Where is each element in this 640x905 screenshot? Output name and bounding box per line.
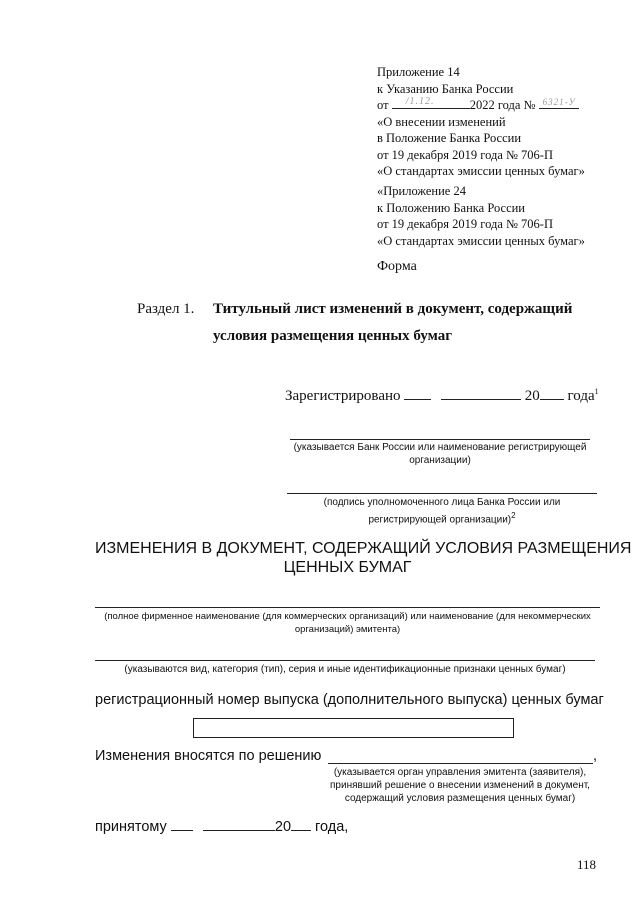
reg-number-field[interactable] [193, 718, 514, 738]
caption-line: принявший решение о внесении изменений в документ, [330, 780, 590, 791]
adopted-day-field [171, 819, 193, 831]
caption-line: организаций) эмитента) [294, 624, 401, 635]
section-number: Раздел 1. [137, 301, 195, 317]
changes-caption [320, 766, 600, 805]
caption-line: (указывается Банк России или наименование регистрирующей [293, 442, 587, 453]
appendix2-line: от 19 декабря 2019 года № 706-П [377, 217, 553, 231]
signature-line [287, 493, 597, 494]
reg-number-label: регистрационный номер выпуска (дополнительного выпуска) ценных бумаг [95, 692, 604, 708]
section-title-line2: условия размещения ценных бумаг [213, 328, 453, 344]
registered-line [285, 387, 599, 405]
securities-line [95, 660, 595, 661]
appendix-line: Приложение 14 [377, 65, 460, 79]
appendix-line: «О стандартах эмиссии ценных бумаг» [377, 164, 585, 178]
adopted-label: принятому [95, 819, 167, 835]
issuer-caption [90, 610, 605, 636]
appendix-line: от 19 декабря 2019 года № 706-П [377, 147, 553, 162]
number-field [539, 97, 579, 109]
adopted-line [95, 819, 348, 835]
page-number: 118 [577, 857, 597, 872]
appendix-block [377, 64, 585, 180]
main-title [95, 539, 632, 577]
caption-line-with-footnote: регистрирующей организации)$^2$ [368, 511, 516, 526]
date-field [392, 97, 470, 109]
date-prefix: от [377, 98, 389, 112]
adopted-year-field [291, 819, 311, 831]
form-label: Форма [377, 259, 417, 274]
changes-label: Изменения вносятся по решению [95, 748, 322, 764]
main-title-line2: ЦЕННЫХ БУМАГ [283, 559, 412, 576]
issuer-name-line [95, 607, 600, 608]
appendix-date-line [377, 97, 585, 114]
registered-label: Зарегистрировано [285, 388, 401, 404]
changes-decision-line [328, 763, 593, 764]
footnote-2: 2 [511, 511, 516, 520]
date-year: 2022 года № [469, 98, 536, 112]
caption-line: (полное фирменное наименование (для коммерческих организаций) или наименование (для некоммерческих [104, 611, 591, 622]
appendix2-line: «О стандартах эмиссии ценных бумаг» [377, 233, 585, 248]
registered-year-field [540, 388, 564, 400]
appendix2-line: к Положению Банка России [377, 200, 525, 215]
registrar-line [290, 439, 590, 440]
registered-month-field [441, 388, 521, 400]
section-title-line1: Титульный лист изменений в документ, содержащий [213, 301, 573, 317]
signature-caption [287, 496, 597, 526]
registered-year-prefix: 20 [524, 388, 540, 404]
adopted-year-prefix: 20 [274, 819, 292, 835]
registered-day-field [404, 388, 431, 400]
adopted-month-field [203, 819, 275, 831]
appendix2-block [377, 183, 585, 249]
caption-line: (указывается орган управления эмитента (заявителя), [333, 767, 587, 778]
number-scribble: 6321-У [542, 97, 576, 107]
appendix-line: в Положение Банка России [377, 131, 522, 145]
caption-line: организации) [409, 455, 471, 466]
changes-comma: , [593, 748, 598, 764]
registered-year-suffix: года [567, 388, 595, 404]
appendix-line: к Указанию Банка России [377, 81, 514, 96]
securities-caption: (указываются вид, категория (тип), серия и иные идентификационные признаки ценных бумаг) [124, 664, 566, 675]
caption-line: (подпись уполномоченного лица Банка России или [323, 497, 561, 508]
appendix-line: «О внесении изменений [377, 114, 506, 129]
appendix2-line: «Приложение 24 [377, 184, 466, 198]
main-title-line1: ИЗМЕНЕНИЯ В ДОКУМЕНТ, СОДЕРЖАЩИЙ УСЛОВИЯ РАЗМЕЩЕНИЯ [95, 540, 632, 557]
registrar-caption [275, 441, 605, 467]
footnote-1: 1 [594, 387, 599, 396]
adopted-year-suffix: года, [315, 819, 349, 835]
caption-line: содержащий условия размещения ценных бумаг) [344, 793, 576, 804]
date-scribble: /1.12. [405, 96, 435, 107]
